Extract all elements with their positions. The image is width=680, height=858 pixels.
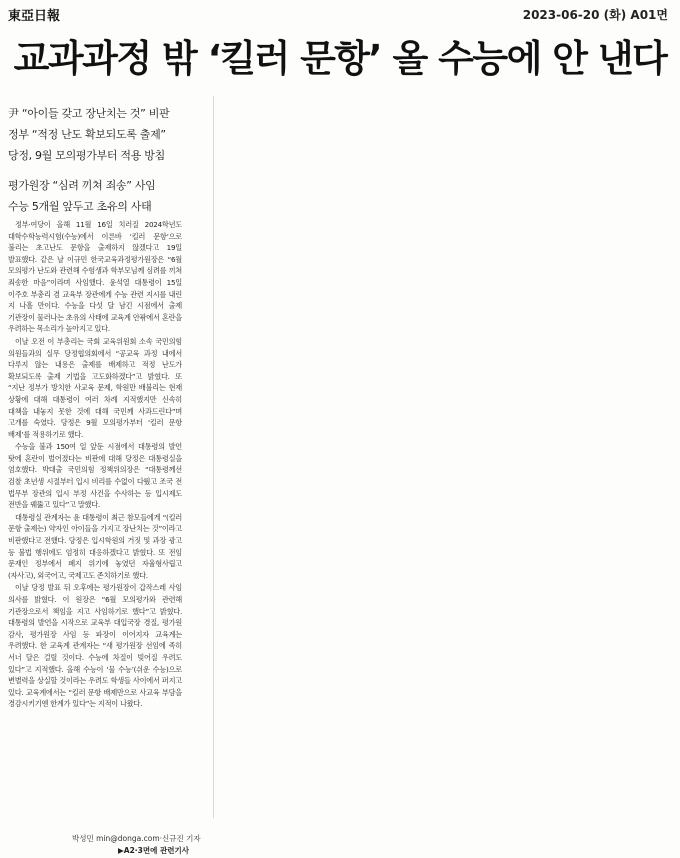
article-paragraph: 이날 오전 이 부총리는 국회 교육위원회 소속 국민의힘 의원들과의 실무 당정협의회에서 “공교육 과정 내에서 다루지 않는 내용은 출제를 배제하고 적정 난도가 확보되도록 출제 기법을 고도화하겠다”고 밝혔다. 또 “지난 정부가 방치한 사교육 문제, 학원만 배불리는 현재 상황에 대해 대통령이 여러 차례 지적했지만 신속히 대책을 내놓지 못한 것에 대해 국민께 사과드린다”며 고개를 숙였다. 당정은 9월 모의평가부터 ‘킬러 문항 배제’를 적용하기로 했다.: [8, 336, 182, 439]
subheadline-line: 당정, 9월 모의평가부터 적용 방침: [8, 149, 165, 162]
subheadline-line: 정부 “적정 난도 확보되도록 출제”: [8, 128, 166, 141]
subheadlines: [8, 103, 208, 226]
subheadline-line: 평가원장 “심려 끼쳐 죄송” 사임: [8, 179, 156, 192]
article-paragraph: 정부·여당이 올해 11월 16일 치러질 2024학년도 대학수학능력시험(수능)에서 이른바 ‘킬러 문항’으로 불리는 초고난도 문항을 출제하지 않겠다고 19일 발표했다. 같은 날 이규민 한국교육과정평가원장은 “6월 모의평가 난도와 관련해 수험생과 학부모님께 심려를 끼쳐 죄송한 마음”이라며 사임했다. 윤석열 대통령이 15일 이주호 부총리 겸 교육부 장관에게 수능 관련 지시를 내린 지 나흘 만이다. 수능을 다섯 달 남긴 시점에서 출제 기관장이 물러나는 초유의 사태에 교육계 안팎에서 혼란을 우려하는 목소리가 높아지고 있다.: [8, 220, 182, 334]
related-article-link[interactable]: ▶A2·3면에 관련기사: [118, 846, 189, 855]
subheadline-group-1: [8, 103, 208, 166]
subheadline-group-2: [8, 175, 208, 217]
subheadline-line: 수능 5개월 앞두고 초유의 사태: [8, 200, 152, 213]
subheadline-line: 尹 “아이들 갖고 장난치는 것” 비판: [8, 107, 170, 120]
dateline: 2023-06-20 (화) A01면: [522, 8, 668, 22]
article-paragraph: 수능을 불과 150여 일 앞둔 시점에서 대통령의 발언 탓에 혼란이 벌어졌다는 비판에 대해 당정은 대통령실을 엄호했다. 박대출 국민의힘 정책위의장은 “대통령께선 검찰 초년생 시절부터 입시 비리를 수없이 다뤘고 조국 전 법무부 장관의 입시 부정 사건을 수사하는 등 입시제도 전반을 꿰뚫고 있다”고 말했다.: [8, 442, 182, 510]
article-paragraph: 이날 당정 발표 뒤 오후에는 평가원장이 갑작스레 사임 의사를 밝혔다. 이 원장은 “6월 모의평가와 관련해 기관장으로서 책임을 지고 사임하기로 했다”고 밝혔다. 대통령의 발언을 시작으로 교육부 대입국장 경질, 평가원 감사, 평가원장 사임 등 파장이 이어지자 교육계는 우려했다. 한 교육계 관계자는 “새 평가원장 선임에 족히 서너 달은 걸릴 것이다. 수능에 차질이 빚어질 우려도 있다”고 지적했다. 올해 수능이 ‘물 수능’(쉬운 수능)으로 변별력을 상실할 것이라는 우려도 학생들 사이에서 퍼지고 있다. 교육계에서는 “킬러 문항 배제만으로 사교육 부담을 경감시키기엔 한계가 있다”는 지적이 나왔다.: [8, 583, 182, 709]
headline: 교과과정 밖 ‘킬러 문항’ 올 수능에 안 낸다: [13, 37, 667, 80]
article-paragraph: 대통령실 관계자는 윤 대통령이 최근 참모들에게 “(킬러 문항 출제는) 약자인 아이들을 가지고 장난치는 것”이라고 비판했다고 전했다. 당정은 입시학원의 거짓 및 과장 광고 등 불법 행위에도 엄정히 대응하겠다고 밝혔다. 또 전임 문재인 정부에서 폐지 위기에 놓였던 자율형사립고(자사고), 외국어고, 국제고도 존치하기로 했다.: [8, 512, 182, 580]
newspaper-masthead: 東亞日報: [8, 9, 61, 24]
article-body: [8, 219, 182, 711]
byline: 박성민 min@donga.com·신규진 기자: [72, 834, 201, 843]
column-divider: [213, 96, 214, 818]
